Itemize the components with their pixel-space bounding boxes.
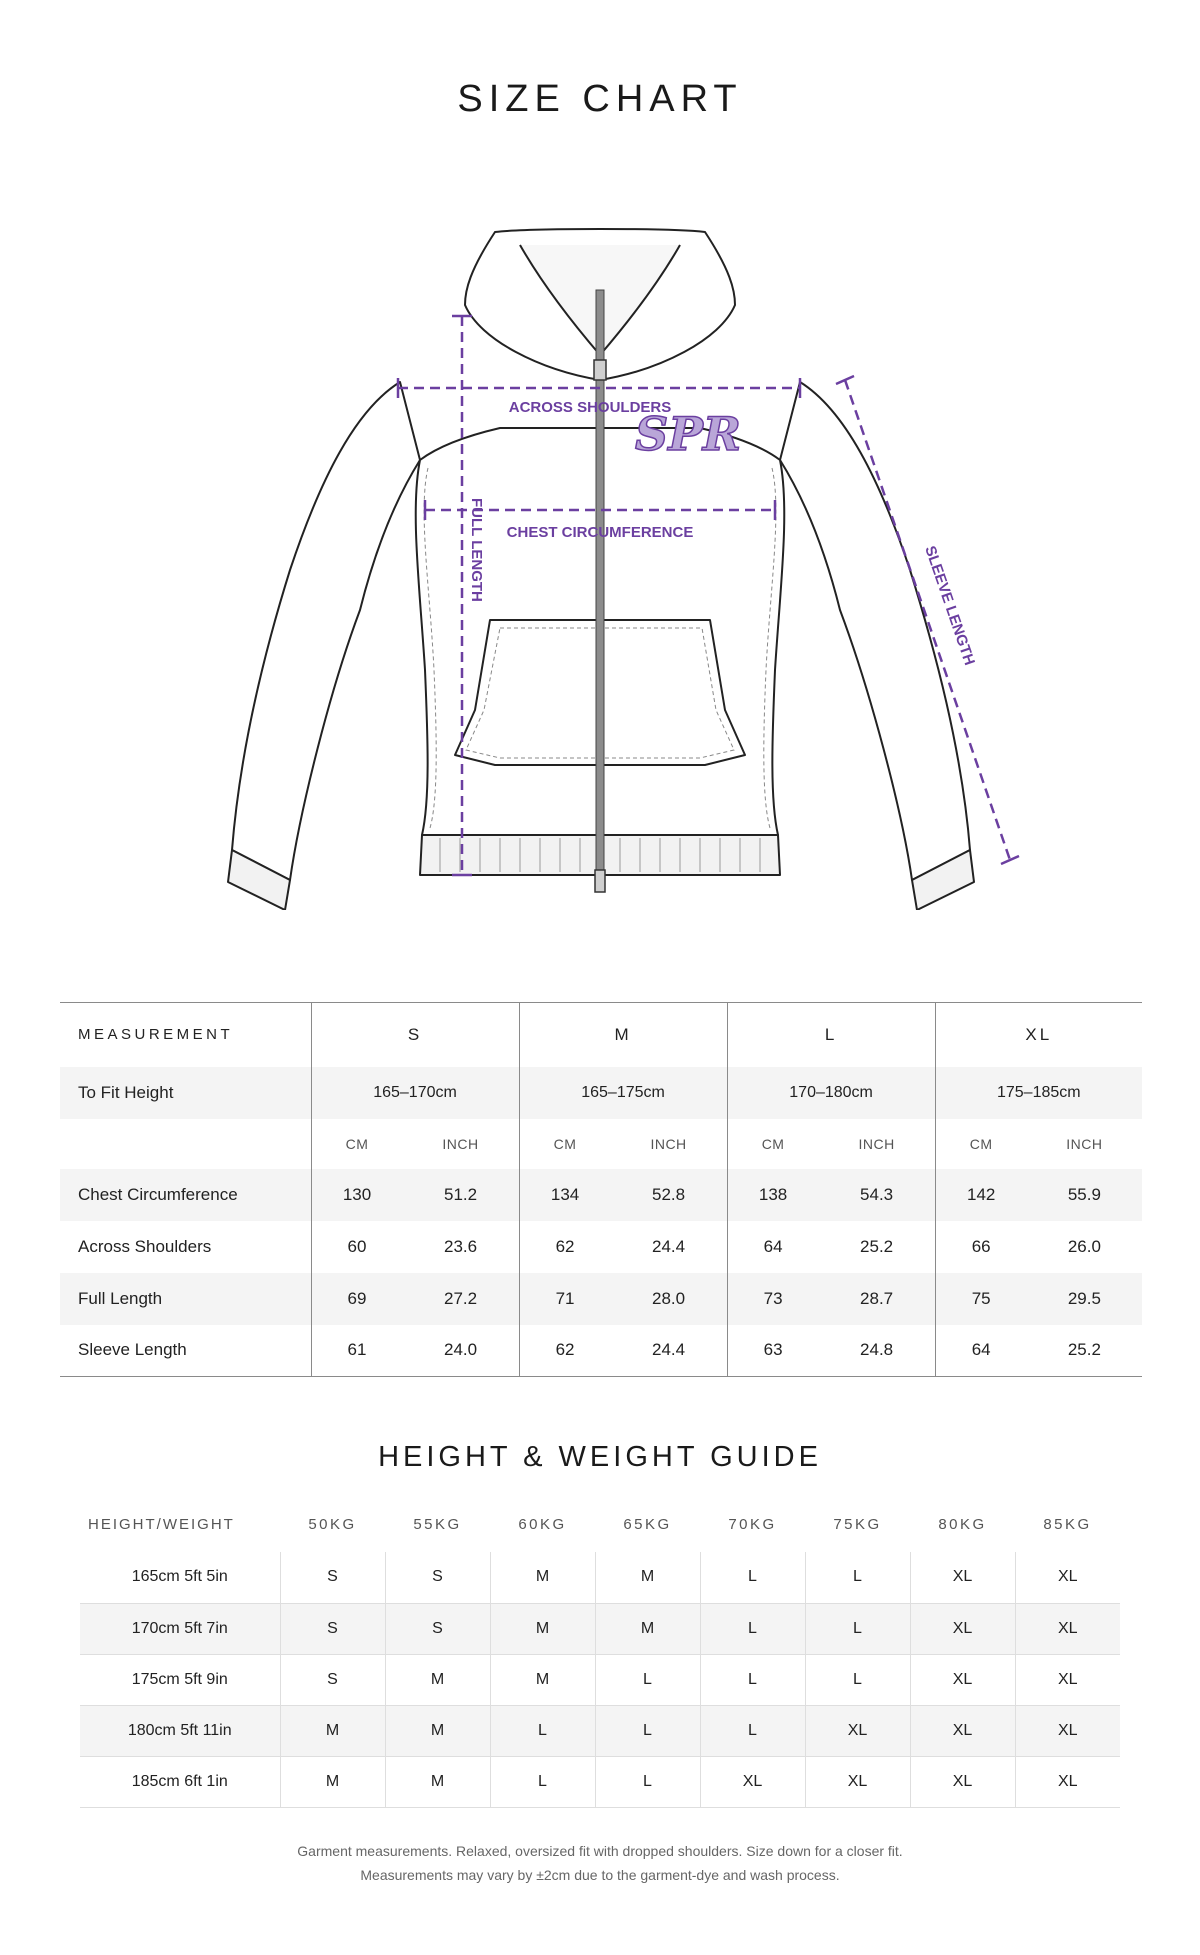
size-cell: S: [280, 1654, 385, 1705]
measurement-header-row: [60, 1003, 1142, 1067]
size-cell: M: [280, 1705, 385, 1756]
unit-label: INCH: [611, 1119, 728, 1169]
cell: 62: [555, 1340, 575, 1360]
table-row: [60, 1325, 1142, 1377]
height-label: 175cm 5ft 9in: [80, 1654, 280, 1705]
cell: 23.6: [403, 1221, 520, 1273]
unit-label: INCH: [819, 1119, 936, 1169]
size-cell: L: [700, 1654, 805, 1705]
cell: 24.0: [403, 1325, 520, 1377]
page-title: SIZE CHART: [457, 78, 743, 120]
size-cell: L: [490, 1705, 595, 1756]
footnote-variance: Measurements may vary by ±2cm due to the garment-dye and wash process.: [360, 1867, 840, 1883]
unit-label: INCH: [1066, 1135, 1103, 1152]
cell: 24.4: [611, 1325, 728, 1377]
weight-header: 65KG: [623, 1515, 672, 1533]
size-cell: M: [490, 1654, 595, 1705]
size-cell: XL: [700, 1756, 805, 1807]
height-label: 170cm 5ft 7in: [80, 1603, 280, 1654]
full-length-label: FULL LENGTH: [468, 498, 485, 602]
cell: 52.8: [611, 1169, 728, 1221]
height-label: 180cm 5ft 11in: [80, 1705, 280, 1756]
unit-label: CM: [553, 1135, 577, 1152]
weight-header: 75KG: [833, 1515, 882, 1533]
size-cell: L: [595, 1705, 700, 1756]
size-cell: L: [490, 1756, 595, 1807]
cell: 28.0: [611, 1273, 728, 1325]
size-cell: M: [385, 1705, 490, 1756]
size-cell: XL: [805, 1756, 910, 1807]
cell: 25.2: [1067, 1340, 1101, 1360]
size-cell: XL: [910, 1756, 1015, 1807]
left-sleeve: [232, 382, 420, 880]
cell: 134: [519, 1169, 611, 1221]
right-sleeve: [780, 382, 970, 880]
cell: 24.8: [819, 1325, 936, 1377]
fit-height-value: 170–180cm: [727, 1067, 935, 1119]
size-cell: XL: [1015, 1756, 1120, 1807]
size-header: S: [311, 1003, 519, 1067]
fit-height-value: 175–185cm: [935, 1067, 1142, 1119]
cell: 60: [347, 1236, 367, 1256]
size-cell: XL: [1015, 1705, 1120, 1756]
corner-label: HEIGHT/WEIGHT: [88, 1515, 235, 1533]
size-cell: S: [385, 1552, 490, 1603]
cell: 62: [555, 1236, 575, 1256]
cell: 75: [935, 1273, 1027, 1325]
height-weight-table: [80, 1496, 1120, 1808]
fit-height-label: To Fit Height: [60, 1067, 311, 1119]
row-label: Full Length: [60, 1273, 311, 1325]
cell: 61: [347, 1340, 367, 1360]
cell: 27.2: [403, 1273, 520, 1325]
table-row: [80, 1603, 1120, 1654]
size-cell: L: [700, 1705, 805, 1756]
cell: 63: [763, 1340, 783, 1360]
size-header: L: [727, 1003, 935, 1067]
table-row: [80, 1654, 1120, 1705]
zipper: [594, 290, 606, 892]
row-label: Across Shoulders: [60, 1221, 311, 1273]
cell: 28.7: [819, 1273, 936, 1325]
size-cell: XL: [910, 1552, 1015, 1603]
cell: 64: [971, 1340, 991, 1360]
units-blank: [60, 1119, 311, 1169]
size-cell: M: [490, 1552, 595, 1603]
fit-height-row: [60, 1067, 1142, 1119]
table-row: [60, 1169, 1142, 1221]
size-cell: M: [490, 1603, 595, 1654]
height-label: 185cm 6ft 1in: [80, 1756, 280, 1807]
cell: 54.3: [819, 1169, 936, 1221]
cell: 138: [727, 1169, 819, 1221]
cell: 25.2: [819, 1221, 936, 1273]
table-row: [60, 1221, 1142, 1273]
weight-header-row: [80, 1496, 1120, 1552]
weight-header: 50KG: [308, 1515, 357, 1533]
weight-header: 55KG: [413, 1515, 462, 1533]
cell: 24.4: [611, 1221, 728, 1273]
size-cell: XL: [910, 1705, 1015, 1756]
size-cell: L: [805, 1552, 910, 1603]
weight-header: 70KG: [728, 1515, 777, 1533]
weight-header: 60KG: [518, 1515, 567, 1533]
height-label: 165cm 5ft 5in: [80, 1552, 280, 1603]
cell: 51.2: [403, 1169, 520, 1221]
cell: 29.5: [1027, 1273, 1142, 1325]
measurement-table: [60, 1002, 1142, 1377]
chest-label: CHEST CIRCUMFERENCE: [506, 524, 694, 541]
size-cell: M: [385, 1756, 490, 1807]
cell: 130: [311, 1169, 403, 1221]
guide-title: HEIGHT & WEIGHT GUIDE: [378, 1441, 822, 1473]
table-row: [80, 1756, 1120, 1807]
size-cell: XL: [805, 1705, 910, 1756]
size-cell: L: [805, 1603, 910, 1654]
cell: 55.9: [1027, 1169, 1142, 1221]
cell: 26.0: [1067, 1236, 1101, 1256]
measurement-header-label: MEASUREMENT: [60, 1003, 311, 1067]
cell: 73: [727, 1273, 819, 1325]
size-cell: M: [385, 1654, 490, 1705]
unit-label: CM: [969, 1135, 993, 1152]
unit-label: INCH: [403, 1119, 520, 1169]
cell: 142: [935, 1169, 1027, 1221]
size-cell: XL: [1015, 1603, 1120, 1654]
size-cell: M: [595, 1603, 700, 1654]
cell: 66: [971, 1236, 991, 1256]
size-cell: XL: [910, 1654, 1015, 1705]
row-label: Sleeve Length: [60, 1325, 311, 1377]
size-cell: S: [280, 1552, 385, 1603]
cell: 64: [763, 1236, 783, 1256]
size-cell: L: [595, 1756, 700, 1807]
weight-header: 80KG: [938, 1515, 987, 1533]
size-cell: M: [595, 1552, 700, 1603]
cell: 69: [311, 1273, 403, 1325]
logo-text: SPR: [634, 407, 742, 461]
units-row: [60, 1119, 1142, 1169]
sleeve-length-label: SLEEVE LENGTH: [921, 543, 978, 668]
table-row: [80, 1552, 1120, 1603]
size-cell: XL: [910, 1603, 1015, 1654]
size-cell: L: [700, 1603, 805, 1654]
size-cell: XL: [1015, 1654, 1120, 1705]
table-row: [80, 1705, 1120, 1756]
size-cell: L: [805, 1654, 910, 1705]
row-label: Chest Circumference: [60, 1169, 311, 1221]
size-cell: L: [700, 1552, 805, 1603]
table-row: [60, 1273, 1142, 1325]
size-header: XL: [1025, 1024, 1053, 1044]
fit-height-value: 165–175cm: [519, 1067, 727, 1119]
size-cell: S: [280, 1603, 385, 1654]
across-shoulders-label: ACROSS SHOULDERS: [508, 399, 672, 416]
unit-label: CM: [761, 1135, 785, 1152]
footnote-fit: Garment measurements. Relaxed, oversized fit with dropped shoulders. Size down for a closer fit.: [297, 1843, 903, 1859]
hoodie-diagram: [0, 210, 1200, 910]
size-cell: S: [385, 1603, 490, 1654]
size-cell: M: [280, 1756, 385, 1807]
size-cell: L: [595, 1654, 700, 1705]
size-header: M: [519, 1003, 727, 1067]
unit-label: CM: [345, 1135, 369, 1152]
cell: 71: [519, 1273, 611, 1325]
size-cell: XL: [1015, 1552, 1120, 1603]
fit-height-value: 165–170cm: [311, 1067, 519, 1119]
weight-header: 85KG: [1043, 1515, 1092, 1533]
